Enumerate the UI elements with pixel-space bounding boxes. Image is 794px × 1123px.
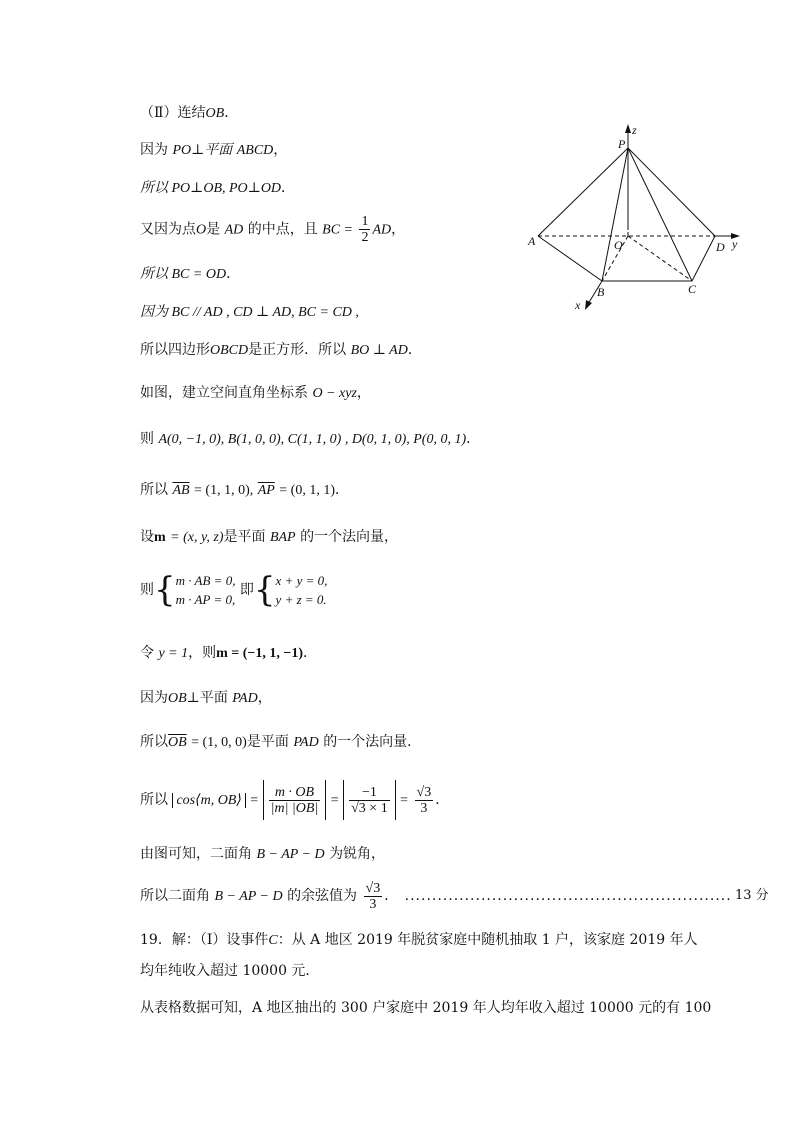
- eq: y + z = 0.: [275, 592, 327, 607]
- text: 所以: [140, 734, 168, 750]
- abs-cos: [172, 793, 245, 808]
- var: = (x, y, z): [170, 530, 224, 545]
- line-let-y: 令 y = 1，则m = (−1, 1, −1)．: [140, 645, 318, 661]
- var: O: [196, 222, 207, 238]
- text: 所以 PO⊥OB, PO⊥OD: [140, 181, 282, 196]
- text: 如图，建立空间直角坐标系: [140, 385, 308, 401]
- var: BO ⊥ AD: [350, 343, 408, 358]
- text: 是平面: [246, 734, 289, 750]
- label-y: y: [732, 237, 738, 251]
- label-B: B: [597, 285, 605, 299]
- text: 的中点，且: [247, 221, 318, 238]
- var: A(0, −1, 0), B(1, 0, 0), C(1, 1, 0) , D(0, 1, 0), P(0, 0, 1): [158, 432, 467, 447]
- num: √3: [416, 784, 432, 800]
- line-q19-2: [140, 961, 319, 981]
- brace: {: [253, 570, 276, 610]
- den: √3 × 1: [351, 800, 388, 816]
- abs-frac-1: [263, 780, 327, 820]
- label-z: z: [632, 123, 637, 137]
- text: 由图可知，二面角: [140, 846, 252, 862]
- line-system: [140, 570, 327, 610]
- eq: m · AB = 0,: [175, 573, 236, 588]
- text: 令: [140, 645, 154, 661]
- line-po-ob-od: 所以 PO⊥OB, PO⊥OD．: [140, 180, 296, 196]
- line-acute: [140, 844, 385, 865]
- var: y = 1: [158, 646, 189, 661]
- den: 3: [369, 896, 377, 912]
- den: |m| |OB|: [270, 800, 319, 816]
- eq: x + y = 0,: [275, 573, 328, 588]
- score: 13 分: [735, 888, 769, 903]
- vector-ap: $\overline{AP}$: [257, 483, 275, 498]
- var: B − AP − D: [214, 889, 283, 904]
- var: BAP: [269, 530, 296, 545]
- var: C: [268, 933, 278, 948]
- label-P: P: [618, 137, 626, 151]
- line-q19-1: [140, 930, 698, 951]
- var: PAD: [293, 735, 319, 750]
- text: 设: [140, 529, 154, 545]
- line-vectors-ab-ap: 所以 $\overline{AB} = (1$, 1, 0), $\overline{AP} = (0$, 1, 1)．: [140, 482, 349, 498]
- text: 因为: [140, 142, 168, 158]
- text: 为锐角，: [329, 846, 386, 862]
- eq: m · AP = 0,: [175, 592, 236, 607]
- vector-ob: $\overline{OB}$: [168, 735, 187, 750]
- text: 因为 BC // AD , CD ⊥ AD, BC = CD ,: [140, 305, 359, 320]
- system-2: [276, 571, 328, 609]
- line-normal-vector: [140, 527, 398, 548]
- text: 所以四边形: [140, 342, 210, 358]
- line-square: 所以四边形OBCD是正方形．所以 BO ⊥ AD．: [140, 342, 422, 358]
- text: 是正方形．所以: [248, 342, 347, 358]
- label-C: C: [688, 282, 697, 296]
- text: ⊥平面: [186, 690, 228, 706]
- den: 3: [420, 800, 428, 816]
- label-x: x: [575, 298, 581, 312]
- var: OB: [168, 691, 187, 706]
- line-po-perp: 因为 PO⊥平面 ABCD，: [140, 142, 288, 158]
- line-ob-normal: [140, 732, 421, 753]
- score-13: [735, 886, 769, 906]
- text: 则: [140, 431, 154, 447]
- text: ：从 A 地区 2019 年脱贫家庭中随机抽取 1 户，该家庭 2019 年人: [277, 932, 698, 948]
- text: ，则: [188, 645, 217, 661]
- label-A: A: [528, 234, 536, 248]
- fraction-result: [415, 785, 434, 816]
- fraction-half: [359, 214, 370, 245]
- text: 所以二面角: [140, 888, 210, 904]
- text: 均年纯收入超过 10000 元．: [140, 963, 320, 979]
- var: OB: [205, 106, 225, 121]
- line-bc-od: 所以 BC = OD．: [140, 266, 241, 282]
- line-q19-3: [140, 998, 711, 1018]
- fraction-answer: [364, 881, 383, 912]
- text: 所以: [140, 792, 168, 808]
- text: （Ⅱ）连结: [140, 105, 206, 121]
- system-1: [176, 571, 236, 609]
- line-ob-perp: 因为OB⊥平面 PAD，: [140, 690, 272, 706]
- var: BC =: [322, 222, 353, 238]
- text: 从表格数据可知，A 地区抽出的 300 户家庭中 2019 年人均年收入超过 10000 元的有 100: [140, 1000, 712, 1016]
- text: 因为: [140, 690, 168, 706]
- text: 又因为点: [140, 221, 196, 238]
- var: OBCD: [210, 343, 249, 358]
- var: ABCD: [236, 143, 274, 158]
- text: 是平面: [223, 529, 266, 545]
- abs-frac-2: [343, 780, 396, 820]
- text: PO⊥平面: [172, 143, 233, 158]
- num: √3: [365, 880, 381, 896]
- label-D: D: [716, 240, 725, 254]
- line-cosine-value: [140, 878, 732, 915]
- num: −1: [349, 785, 390, 801]
- text: 的一个法向量，: [300, 529, 399, 545]
- brace: {: [154, 570, 176, 610]
- pyramid-figure: [520, 118, 760, 318]
- text: 所以: [140, 482, 168, 498]
- cos-expr: cos⟨m, OB⟩: [176, 793, 242, 808]
- line-midpoint: 又因为点O是 AD 的中点，且 BC = $\frac{1}{2}$ AD，: [140, 214, 406, 245]
- num: m · OB: [269, 785, 321, 801]
- num: 1: [361, 214, 369, 229]
- text: 所以 BC = OD: [140, 267, 227, 282]
- var: m = (−1, 1, −1): [216, 646, 304, 661]
- fraction: [269, 785, 321, 816]
- var: m: [154, 530, 166, 545]
- text: 的余弦值为: [287, 888, 358, 904]
- fraction: [349, 785, 390, 816]
- line-cosine-calc: 所以 cos⟨m, OB⟩ = $\frac{m \cdot OB}{|m| |OB|}$ = $\frac{-1}{√3 \times 1}$ = $\frac{√3}{3}$ ．: [140, 780, 449, 821]
- line-bc-parallel: [140, 302, 359, 323]
- line-points: 则 A(0, −1, 0), B(1, 0, 0), C(1, 1, 0) , D(0, 1, 0), P(0, 0, 1)．: [140, 431, 481, 447]
- den: 2: [361, 230, 369, 245]
- var: B − AP − D: [256, 847, 325, 862]
- line-coordinate-system: 如图，建立空间直角坐标系 O − xyz，: [140, 385, 371, 401]
- leader-dots: ． ............................................................: [384, 888, 732, 904]
- text: 则: [140, 582, 154, 598]
- var: AD: [224, 222, 244, 238]
- text: 的一个法向量．: [323, 734, 422, 750]
- var: AD: [372, 222, 392, 238]
- text: = (1, 0, 0): [191, 735, 247, 750]
- label-O: O: [614, 238, 623, 252]
- text: 即: [239, 582, 254, 598]
- var: PAD: [232, 691, 258, 706]
- text: = (0, 1, 1): [279, 483, 335, 498]
- line-connect-ob: （Ⅱ）连结OB．: [140, 105, 239, 121]
- vector-ab: $\overline{AB}$: [172, 483, 190, 498]
- text: 是: [206, 221, 221, 238]
- text: 19．解：（Ⅰ）设事件: [140, 932, 269, 948]
- text: = (1, 1, 0),: [194, 483, 254, 498]
- var: O − xyz: [312, 386, 357, 401]
